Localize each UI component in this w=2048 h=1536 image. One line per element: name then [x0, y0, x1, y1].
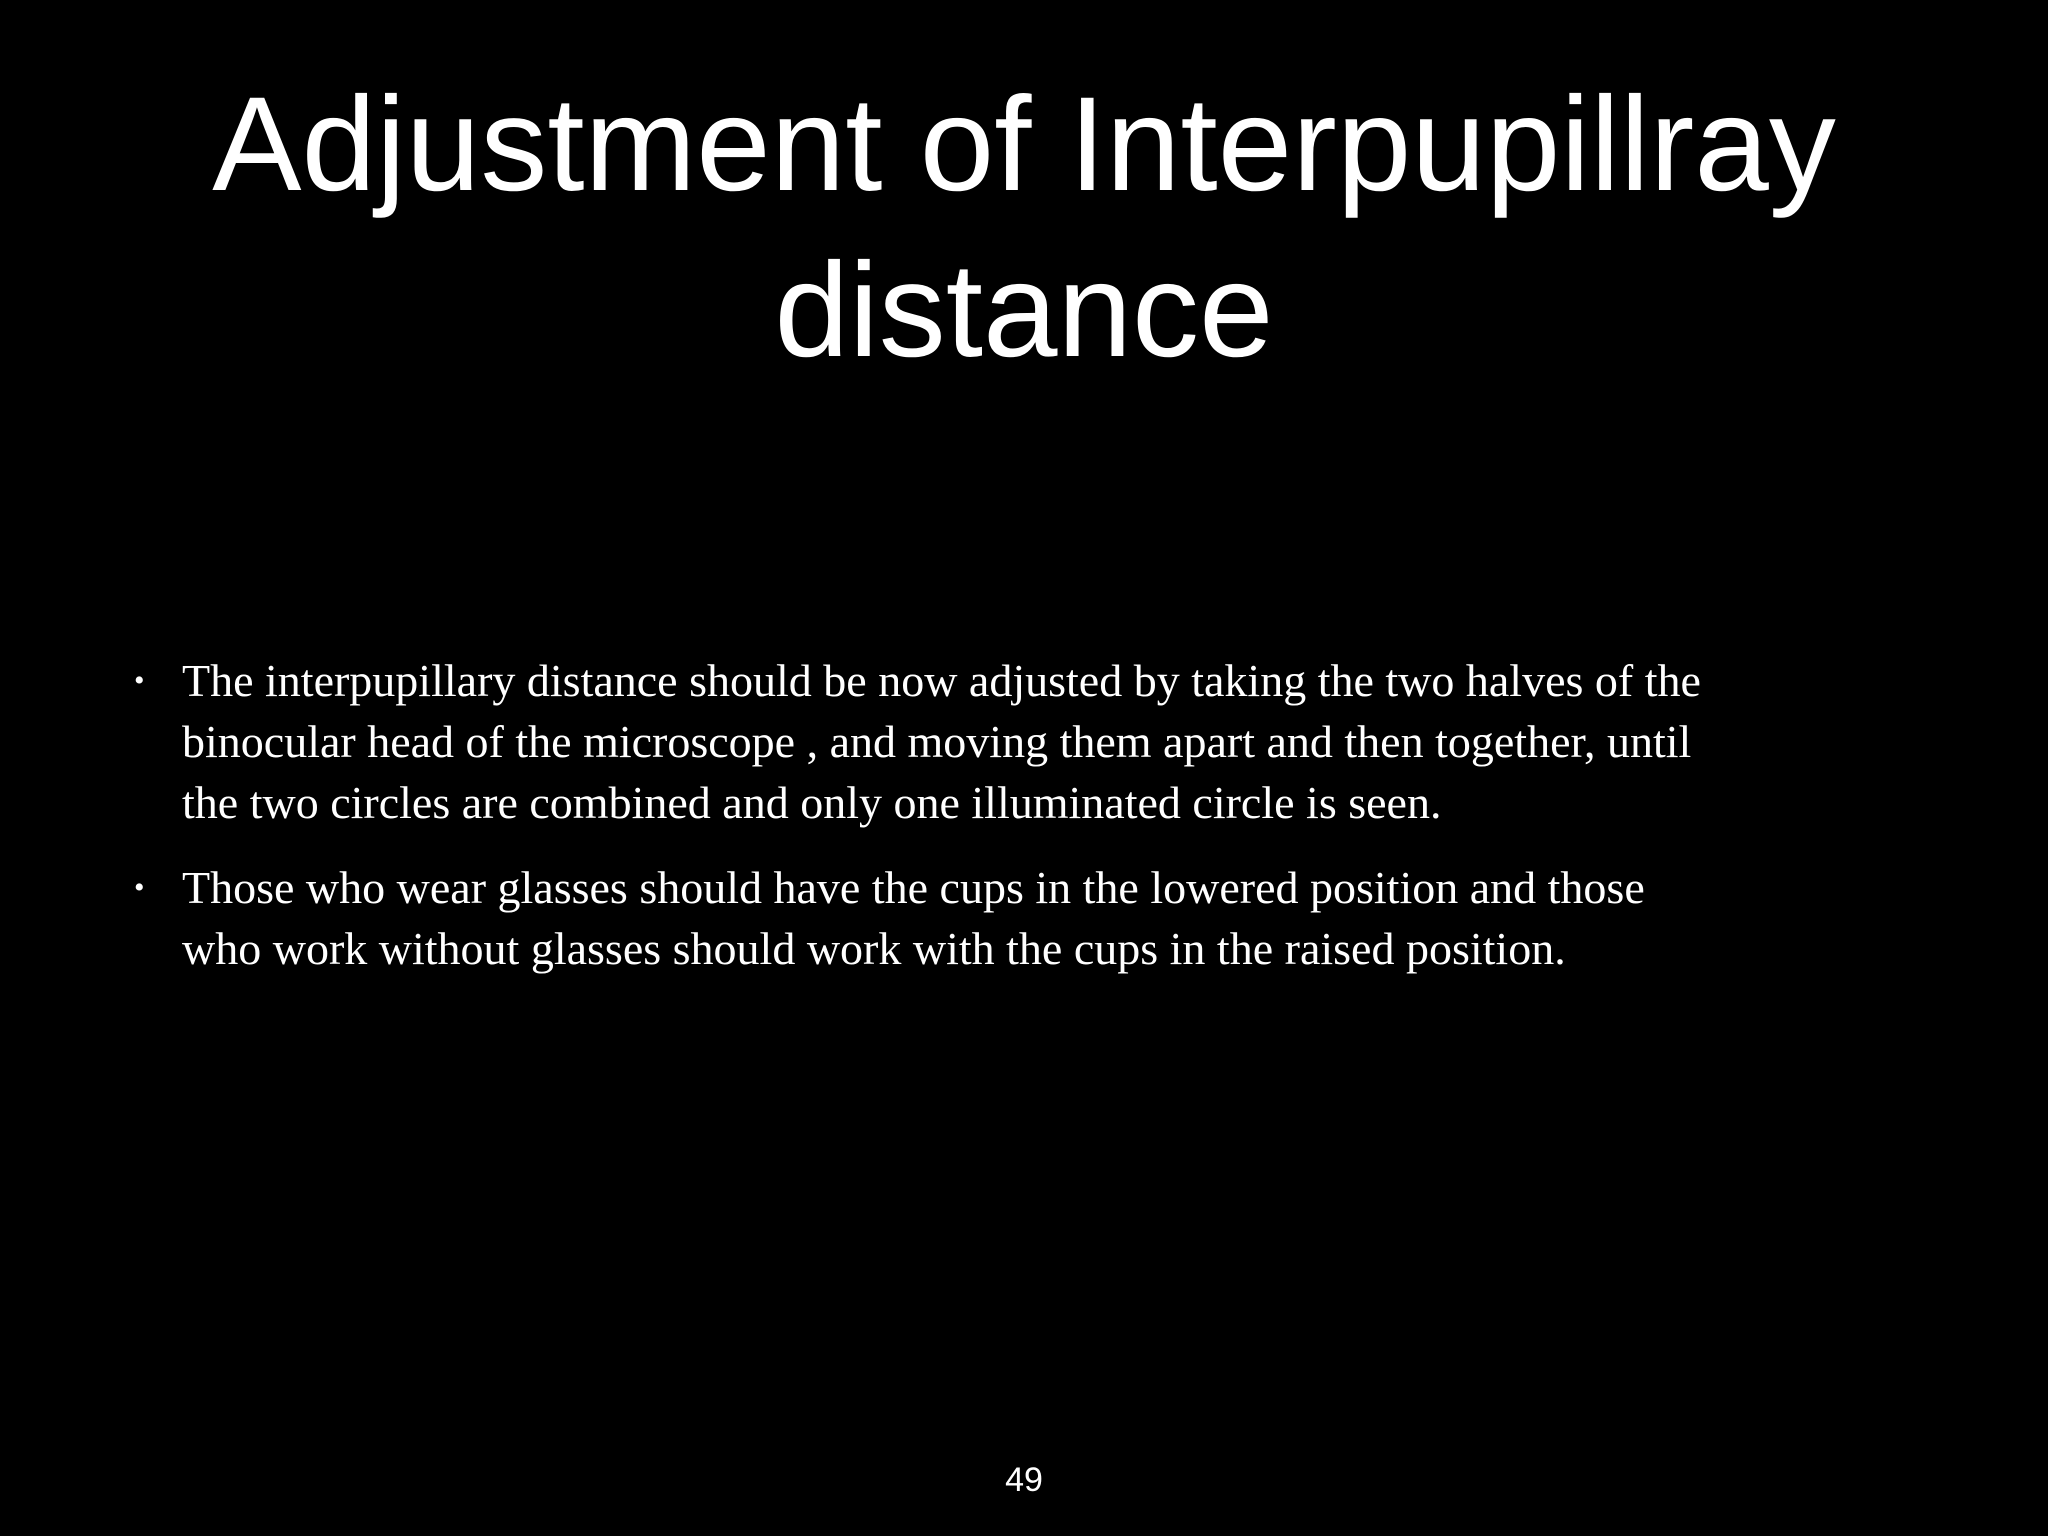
bullet-item-glasses — [130, 857, 1890, 979]
bullet-line: The interpupillary distance should be now adjusted by taking the two halves of the — [182, 655, 1701, 706]
bullet-item-interpupillary — [130, 650, 1890, 833]
page-number: 49 — [1005, 1461, 1043, 1499]
bullet-line: who work without glasses should work with the cups in the raised position. — [182, 923, 1566, 974]
bullet-line: the two circles are combined and only one illuminated circle is seen. — [182, 777, 1442, 828]
bullet-icon: • — [134, 871, 145, 904]
bullet-line: Those who wear glasses should have the cups in the lowered position and those — [182, 862, 1645, 913]
bullet-line: binocular head of the microscope , and moving them apart and then together, until — [182, 716, 1692, 767]
bullet-list — [130, 650, 1890, 1003]
slide-title — [120, 62, 1928, 394]
bullet-icon: • — [134, 664, 145, 697]
title-line-1: Adjustment of Interpupillray — [212, 70, 1836, 219]
title-line-2: distance — [774, 236, 1274, 385]
